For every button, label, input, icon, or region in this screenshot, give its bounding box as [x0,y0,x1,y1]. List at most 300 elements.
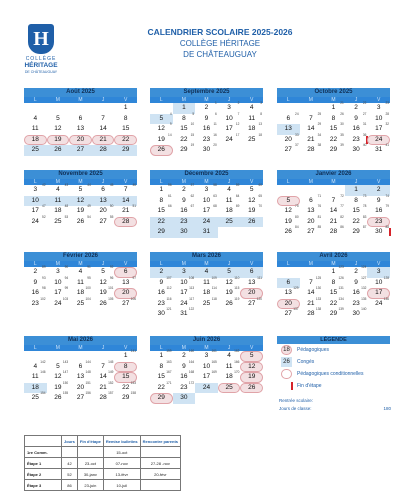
empty-cell [367,309,390,320]
etape-label: Étape 1 [25,458,62,469]
empty-cell [47,103,70,114]
weekday-label: M [308,179,313,185]
day-number: 18 [76,289,85,296]
weekday-label: L [159,179,163,185]
table-cell: 42 [62,458,78,469]
day-number: 10 [180,278,188,286]
school-day-count: 86 [340,225,344,229]
day-number: 23 [157,299,165,307]
weekday-label: J [227,97,231,103]
table-cell [140,447,180,458]
day-number: 5 [227,268,231,275]
weekday-label: L [159,261,163,267]
school-day-count: 6 [215,111,217,116]
day-number: 27 [76,394,85,401]
day-number: 15 [352,207,360,214]
day-number: 19 [54,383,62,391]
month-title: Août 2025 [24,88,137,97]
month-title: Juin 2026 [150,336,263,345]
empty-cell [195,393,218,404]
school-day-count: 75 [295,204,299,208]
day-number: 11 [31,373,39,380]
school-day-count: 150 [62,380,69,385]
day-number: 5 [56,114,60,122]
school-day-count: 30 [340,122,344,126]
day-number: 8 [159,362,164,370]
day-number: 29 [329,310,338,317]
school-day-count: 98 [42,286,46,290]
school-day-count: 148 [85,370,91,374]
weekday-label: J [101,97,105,103]
empty-cell [24,309,47,320]
table-cell: 27-28 -nov [140,458,180,469]
day-cell [92,185,115,196]
day-cell [345,309,368,320]
day-number: 12 [248,196,256,204]
day-number: 11 [54,196,62,204]
weekday-label: V [377,261,381,267]
day-number: 29 [180,146,188,153]
day-number: 22 [157,383,165,391]
day-cell [218,296,241,310]
day-number: 13 [76,373,85,380]
day-number: 5 [159,114,164,122]
college-logo [18,24,62,84]
day-grid [24,185,137,238]
weekday-label: J [354,261,358,267]
day-number: 24 [31,217,39,225]
day-number: 26 [99,299,107,307]
school-day-count: 161 [211,349,217,353]
empty-cell [92,103,115,114]
day-number: 21 [329,217,338,225]
day-number: 31 [180,310,188,317]
day-cell [114,103,137,114]
school-day-count: 167 [166,370,172,374]
day-number: 21 [307,135,315,143]
weekday-label: J [227,345,231,351]
legend-label: Fin d'étape [297,383,322,389]
school-day-count: 71 [317,193,322,198]
weekday-label: M [181,261,186,267]
day-number: 9 [159,278,164,286]
day-number: 2 [354,268,358,275]
weekday-label: L [159,345,163,351]
day-cell [69,145,92,156]
day-number: 24 [54,299,62,307]
weekday-label: L [33,97,37,103]
school-day-count: 155 [62,391,69,395]
school-day-count: 22 [362,101,367,105]
day-number: 13 [99,196,107,204]
school-day-count: 140 [361,307,367,311]
empty-cell [69,103,92,114]
school-day-count: 77 [340,204,344,208]
day-number: 4 [204,268,209,275]
day-number: 26 [54,146,62,153]
day-number: 9 [33,278,38,286]
school-day-count: 47 [42,204,46,208]
day-cell [367,124,390,135]
day-cell [240,217,263,228]
empty-cell [218,145,241,156]
day-number: 29 [122,394,130,401]
day-cell [173,380,196,394]
day-number: 11 [225,196,233,204]
day-number: 6 [101,186,105,193]
day-number: 1 [182,104,186,111]
weekday-label: J [101,261,105,267]
page-header [100,27,340,60]
school-day-count: 54 [87,214,91,219]
school-day-count: 131 [338,286,344,290]
day-cell [240,132,263,146]
day-number: 16 [202,125,211,132]
day-number: 3 [376,104,381,111]
day-cell [92,296,115,310]
school-day-count: 106 [130,296,136,301]
table-cell [140,480,180,491]
day-number: 17 [54,289,62,296]
day-cell [47,145,70,156]
day-number: 15 [180,125,188,132]
day-number: 3 [56,268,60,275]
day-number: 15 [122,373,130,380]
school-day-count: 163 [166,359,172,364]
school-day-count: 58 [213,183,217,187]
month-title: Février 2026 [24,252,137,261]
day-cell [114,124,137,135]
school-day-count: 104 [85,296,91,301]
day-number: 18 [225,373,233,380]
day-cell [240,362,263,373]
day-number: 30 [352,310,360,317]
day-cell [300,145,323,156]
school-day-count: 8 [260,111,262,116]
school-day-count: 59 [235,183,240,187]
day-number: 11 [203,278,210,286]
day-number: 17 [375,125,383,132]
day-number: 18 [248,125,256,132]
month-title: Novembre 2025 [24,170,137,179]
school-day-count: 4 [169,111,172,116]
day-number: 26 [284,228,292,235]
day-cell [114,275,137,289]
weekday-label: L [286,261,290,267]
day-number: 25 [76,299,85,307]
school-day-count: 62 [190,193,195,198]
day-number: 21 [99,135,107,143]
school-day-count: 66 [168,204,172,208]
jours-label: Jours de classe: [279,406,312,411]
school-day-count: 16 [213,132,217,137]
page-subtitle-line1: COLLÈGE HÉRITAGE [179,39,261,48]
empty-cell [24,103,47,114]
school-day-count: 34 [317,132,322,137]
table-cell: 07-nov [103,458,140,469]
day-number: 12 [248,362,256,370]
weekday-label: M [78,261,83,267]
empty-cell [24,227,47,238]
school-day-count: 121 [166,307,172,311]
school-day-count: 96 [109,275,114,280]
day-number: 2 [182,352,186,359]
day-number: 10 [225,114,233,122]
school-day-count: 43 [64,183,69,187]
day-cell [24,124,47,135]
day-number: 9 [182,196,186,204]
weekday-label: M [331,97,336,103]
school-day-count: 152 [108,380,114,385]
day-cell [92,124,115,135]
empty-cell [218,227,241,238]
legend [277,336,390,392]
day-number: 2 [33,268,38,275]
day-number: 20 [284,135,292,143]
day-number: 26 [225,299,233,307]
school-day-count: 169 [211,370,217,374]
day-cell [24,372,47,383]
table-row [25,447,181,458]
day-cell [240,351,263,362]
day-cell [47,114,70,125]
weekday-label: M [308,261,313,267]
day-number: 17 [31,207,39,214]
school-day-count: 35 [340,132,344,137]
day-number: 20 [99,207,107,214]
day-number: 7 [123,186,128,193]
day-cell [24,145,47,156]
day-number: 8 [331,278,336,286]
day-number: 16 [352,125,360,132]
jours-classe [279,405,391,412]
day-number: 16 [31,289,39,296]
day-grid [24,267,137,320]
school-day-count: 17 [235,132,240,137]
weekday-label: L [286,179,290,185]
day-number: 7 [331,196,336,204]
school-day-count: 18 [258,132,262,137]
school-day-count: 117 [189,296,195,301]
table-cell: 15-oct [103,447,140,458]
day-cell [195,145,218,156]
day-number: 3 [204,186,209,193]
school-day-count: 158 [130,391,136,395]
school-day-count: 26 [340,111,344,116]
day-number: 12 [284,207,292,214]
day-number: 29 [157,394,165,401]
school-day-count: 81 [317,214,322,219]
day-number: 1 [354,186,358,193]
day-cell [195,372,218,383]
page-title: CALENDRIER SCOLAIRE 2025-2026 [147,27,293,37]
weekday-label: V [124,261,128,267]
day-number: 2 [376,186,381,193]
legend-label: Congés [297,359,315,365]
day-number: 11 [225,362,233,370]
day-number: 21 [99,383,107,391]
school-day-count: 57 [190,183,195,187]
etapes-header-cell: Jours [62,436,78,447]
day-cell [69,214,92,228]
day-number: 9 [182,362,186,370]
day-number: 17 [202,373,211,380]
school-day-count: 156 [85,391,91,395]
month-title: Avril 2026 [277,252,390,261]
day-cell [345,227,368,238]
day-cell [47,393,70,404]
day-number: 18 [225,207,233,214]
day-number: 7 [101,114,105,122]
school-day-count: 146 [40,370,46,374]
day-cell [114,114,137,125]
day-number: 13 [284,289,292,296]
weekday-label: L [159,97,163,103]
school-day-count: 123 [338,265,344,269]
empty-cell [92,309,115,320]
day-number: 27 [284,146,292,153]
day-number: 22 [329,135,338,143]
school-day-count: 19 [190,143,195,147]
school-day-count: 165 [211,359,217,364]
day-number: 27 [76,146,85,153]
day-number: 18 [54,207,62,214]
school-day-count: 125 [315,275,322,280]
day-number: 24 [180,299,188,307]
day-number: 16 [180,207,188,214]
weekday-label: V [124,97,128,103]
school-day-count: 74 [385,193,389,198]
day-cell [277,111,300,125]
day-number: 17 [225,125,233,132]
day-number: 16 [352,289,360,296]
day-cell [114,206,137,217]
day-number: 7 [309,114,313,122]
day-cell [114,393,137,404]
school-day-count: 45 [109,183,114,187]
school-day-count: 153 [130,380,136,385]
day-number: 14 [122,196,130,204]
school-day-count: 124 [361,265,367,269]
day-number: 10 [202,362,211,370]
day-cell [173,145,196,156]
school-day-count: 44 [87,183,91,187]
school-day-count: 72 [340,193,344,198]
day-cell [240,206,263,217]
day-number: 16 [375,207,383,214]
day-cell [114,135,137,146]
school-day-count: 52 [42,214,46,219]
etapes-header-cell: Remise bulletins [103,436,140,447]
day-grid [150,185,263,238]
day-cell [114,185,137,196]
weekday-label: M [55,97,60,103]
day-number: 1 [331,268,336,275]
day-number: 17 [202,207,211,214]
day-number: 19 [225,289,233,296]
school-day-count: 33 [295,132,299,137]
legend-swatch: 18 [281,345,292,355]
day-cell [277,145,300,156]
day-number: 3 [376,268,381,275]
day-number: 19 [99,289,107,296]
day-number: 5 [78,186,83,193]
day-number: 18 [31,135,39,143]
school-day-count: 9 [169,122,172,126]
day-number: 10 [31,196,39,204]
day-number: 22 [180,135,188,143]
empty-cell [92,227,115,238]
school-day-count: 164 [188,359,195,364]
school-day-count: 42 [42,183,46,187]
school-day-count: 68 [213,204,217,208]
day-number: 6 [286,114,291,122]
day-cell [173,206,196,217]
school-day-count: 85 [317,225,322,229]
weekday-label: J [101,345,105,351]
day-cell [367,296,390,310]
day-cell [322,145,345,156]
day-number: 27 [248,299,256,307]
school-day-count: 5 [192,111,195,116]
weekday-label: M [181,345,186,351]
table-cell: 20-févr [140,469,180,480]
school-day-count: 92 [109,265,114,269]
day-number: 19 [284,217,292,225]
day-cell [69,124,92,135]
jours-value: 180 [383,406,391,411]
legend-item [277,369,390,380]
school-day-count: 103 [62,296,69,301]
school-day-count: 109 [211,275,217,280]
table-cell: 30-janv [77,469,103,480]
day-number: 6 [78,362,83,370]
school-day-count: 134 [338,296,344,301]
day-cell [173,309,196,320]
school-day-count: 172 [188,380,195,385]
table-cell [77,447,103,458]
day-number: 5 [286,196,291,204]
school-day-count: 129 [293,286,299,290]
school-day-count: 89 [42,265,46,269]
school-day-count: 128 [383,275,389,280]
day-number: 18 [31,383,39,391]
day-number: 23 [180,383,188,391]
day-cell [218,372,241,383]
school-day-count: 31 [362,122,367,126]
empty-cell [277,185,300,196]
day-number: 23 [180,217,188,225]
day-cell [47,124,70,135]
day-number: 30 [352,146,360,153]
day-number: 14 [307,289,315,296]
school-day-count: 82 [340,214,344,219]
day-number: 23 [352,299,360,307]
month-calendar [150,170,263,238]
day-number: 24 [375,299,383,307]
weekday-label: V [377,97,381,103]
day-cell [150,206,173,217]
weekday-label: V [124,345,128,351]
day-number: 26 [248,383,256,391]
logo-text-line1: COLLÈGE [25,56,57,62]
day-number: 20 [248,289,256,296]
school-day-count: 107 [166,275,172,280]
logo-text-line2: HÉRITAGE [24,62,58,69]
day-cell [240,296,263,310]
school-day-count: 61 [168,193,172,198]
day-cell [69,185,92,196]
